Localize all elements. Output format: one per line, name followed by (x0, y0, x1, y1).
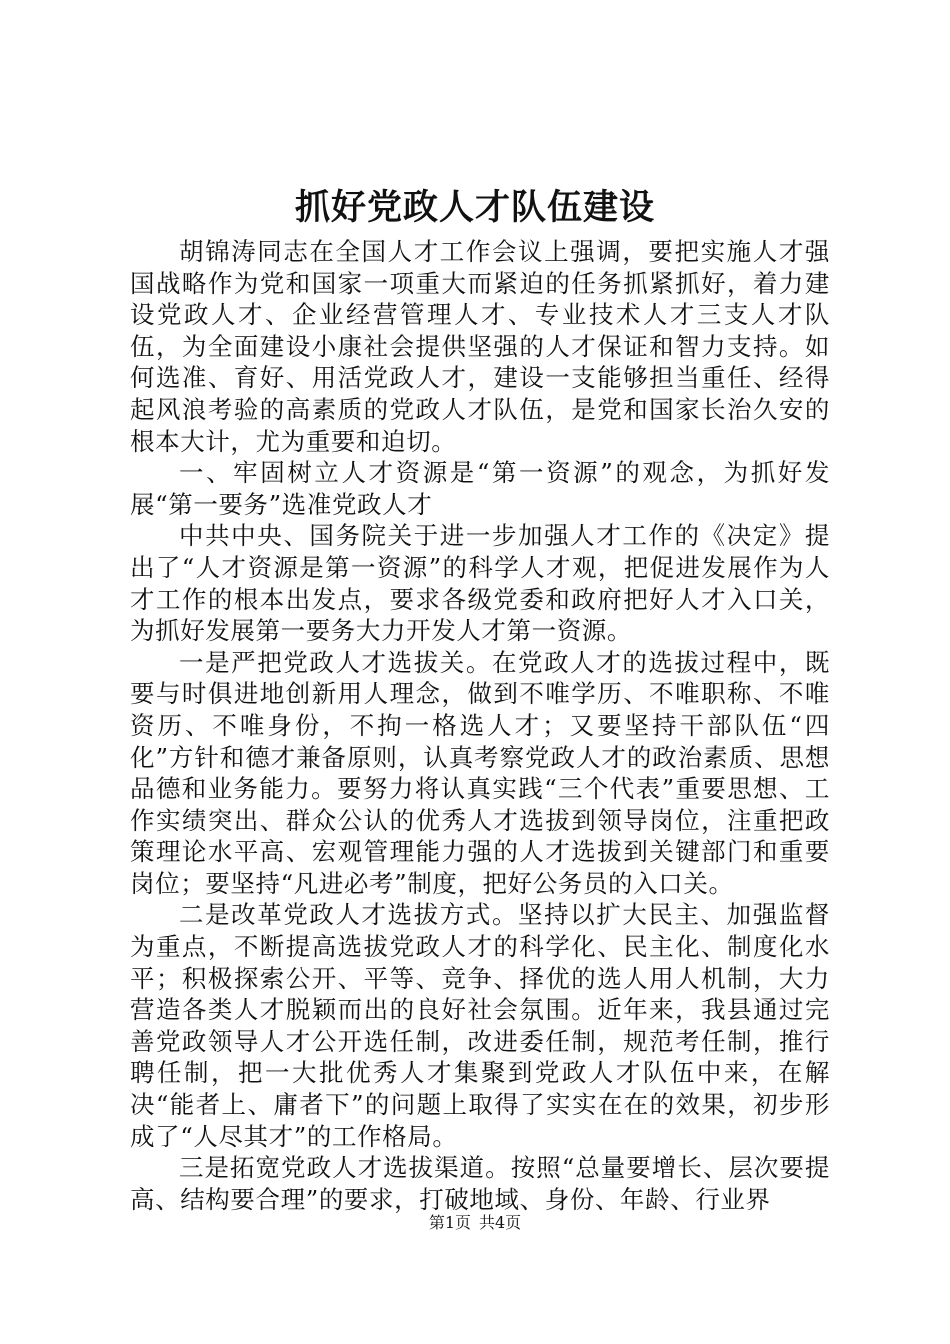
document-title: 抓好党政人才队伍建设 (294, 187, 655, 228)
paragraph-point-2: 二是改革党政人才选拔方式。坚持以扩大民主、加强监督为重点，不断提高选拔党政人才的科学化、民主化、制度化水平；积极探索公开、平等、竞争、择优的选人用人机制，大力营造各类人才脱颖而出的良好社会氛围。近年来，我县通过完善党政领导人才公开选任制，改进委任制，规范考任制，推行聘任制，把一大批优秀人才集聚到党政人才队伍中来，在解决“能者上、庸者下”的问题上取得了实实在在的效果，初步形成了“人尽其才”的工作格局。 (130, 900, 830, 1151)
page-number: 第1页 (428, 1213, 471, 1232)
paragraph-point-1: 一是严把党政人才选拔关。在党政人才的选拔过程中，既要与时俱进地创新用人理念，做到不唯学历、不唯职称、不唯资历、不唯身份，不拘一格选人才；又要坚持干部队伍“四化”方针和德才兼备原则，认真考察党政人才的政治素质、思想品德和业务能力。要努力将认真实践“三个代表”重要思想、工作实绩突出、群众公认的优秀人才选拔到领导岗位，注重把政策理论水平高、宏观管理能力强的人才选拔到关键部门和重要岗位；要坚持“凡进必考”制度，把好公务员的入口关。 (130, 647, 830, 898)
paragraph-point-3: 三是拓宽党政人才选拔渠道。按照“总量要增长、层次要提高、结构要合理”的要求，打破地域、身份、年龄、行业界 (130, 1153, 830, 1214)
paragraph-intro: 胡锦涛同志在全国人才工作会议上强调，要把实施人才强国战略作为党和国家一项重大而紧迫的任务抓紧抓好，着力建设党政人才、企业经营管理人才、专业技术人才三支人才队伍，为全面建设小康社会提供坚强的人才保证和智力支持。如何选准、育好、用活党政人才，建设一支能够担当重任、经得起风浪考验的高素质的党政人才队伍，是党和国家长治久安的根本大计，尤为重要和迫切。 (130, 237, 830, 456)
document-body (130, 236, 830, 1215)
page-footer (0, 1212, 950, 1234)
paragraph-decision: 中共中央、国务院关于进一步加强人才工作的《决定》提出了“人才资源是第一资源”的科学人才观，把促进发展作为人才工作的根本出发点，要求各级党委和政府把好人才入口关，为抓好发展第一要务大力开发人才第一资源。 (130, 521, 830, 646)
section-heading-1: 一、牢固树立人才资源是“第一资源”的观念，为抓好发展“第一要务”选准党政人才 (130, 458, 830, 519)
page-total: 共4页 (479, 1213, 522, 1232)
